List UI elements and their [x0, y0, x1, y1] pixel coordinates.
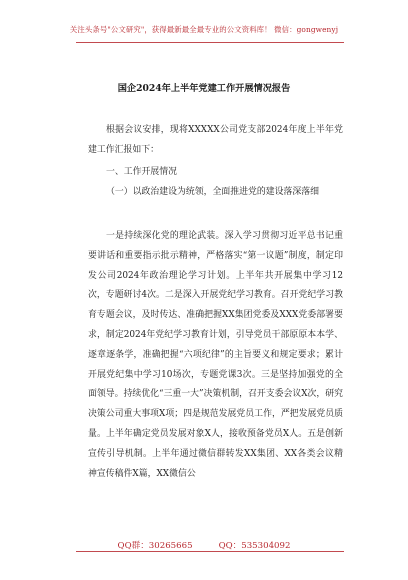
sub-heading: （一）以政治建设为统领，全面推进党的建设落深落细: [106, 187, 319, 197]
footer-divider: [76, 551, 344, 552]
section-heading: 一、工作开展情况: [106, 167, 177, 177]
footer-contact: [0, 539, 408, 551]
intro-paragraph: 根据会议安排，现将XXXXX公司党支部2024年度上半年党建工作汇报如下：: [88, 125, 343, 155]
header-banner: 关注头条号"公文研究"，获得最新最全最专业的公文资料库！ 微信：gongwenyj: [69, 25, 339, 34]
header-divider: [76, 42, 344, 43]
document-title: 国企2024年上半年党建工作开展情况报告: [117, 83, 291, 94]
main-paragraph: 一是持续深化党的理论武装。深入学习贯彻习近平总书记重要讲话和重要指示批示精神，严格落实“第一议题”制度，制定印发公司2024年政治理论学习计划。上半年共开展集中学习12次，专题研讨4次。二是深入开展党纪学习教育。召开党纪学习教育专题会议，及时传达、准确把握XX集团党委及XXX党委部署要求，制定2024年党纪学习教育计划，引导党员干部原原本本学、逐章逐条学，准确把握“六项纪律”的主旨要义和规定要求；累计开展党纪集中学习10场次，专题党课3次。三是坚持加强党的全面领导。持续优化“三重一大”决策机制，召开支委会议X次，研究决策公司重大事项X项；四是规范发展党员工作，严把发展党员质量。上半年确定党员发展对象X人，接收预备党员X人。五是创新宣传引导机制。上半年通过微信群转发XX集团、XX各类会议精神宣传稿件X篇，XX微信公: [88, 231, 344, 479]
footer-qq-number: QQ：535304092: [218, 541, 291, 551]
footer-qq-group: QQ群：30265665: [117, 541, 193, 551]
